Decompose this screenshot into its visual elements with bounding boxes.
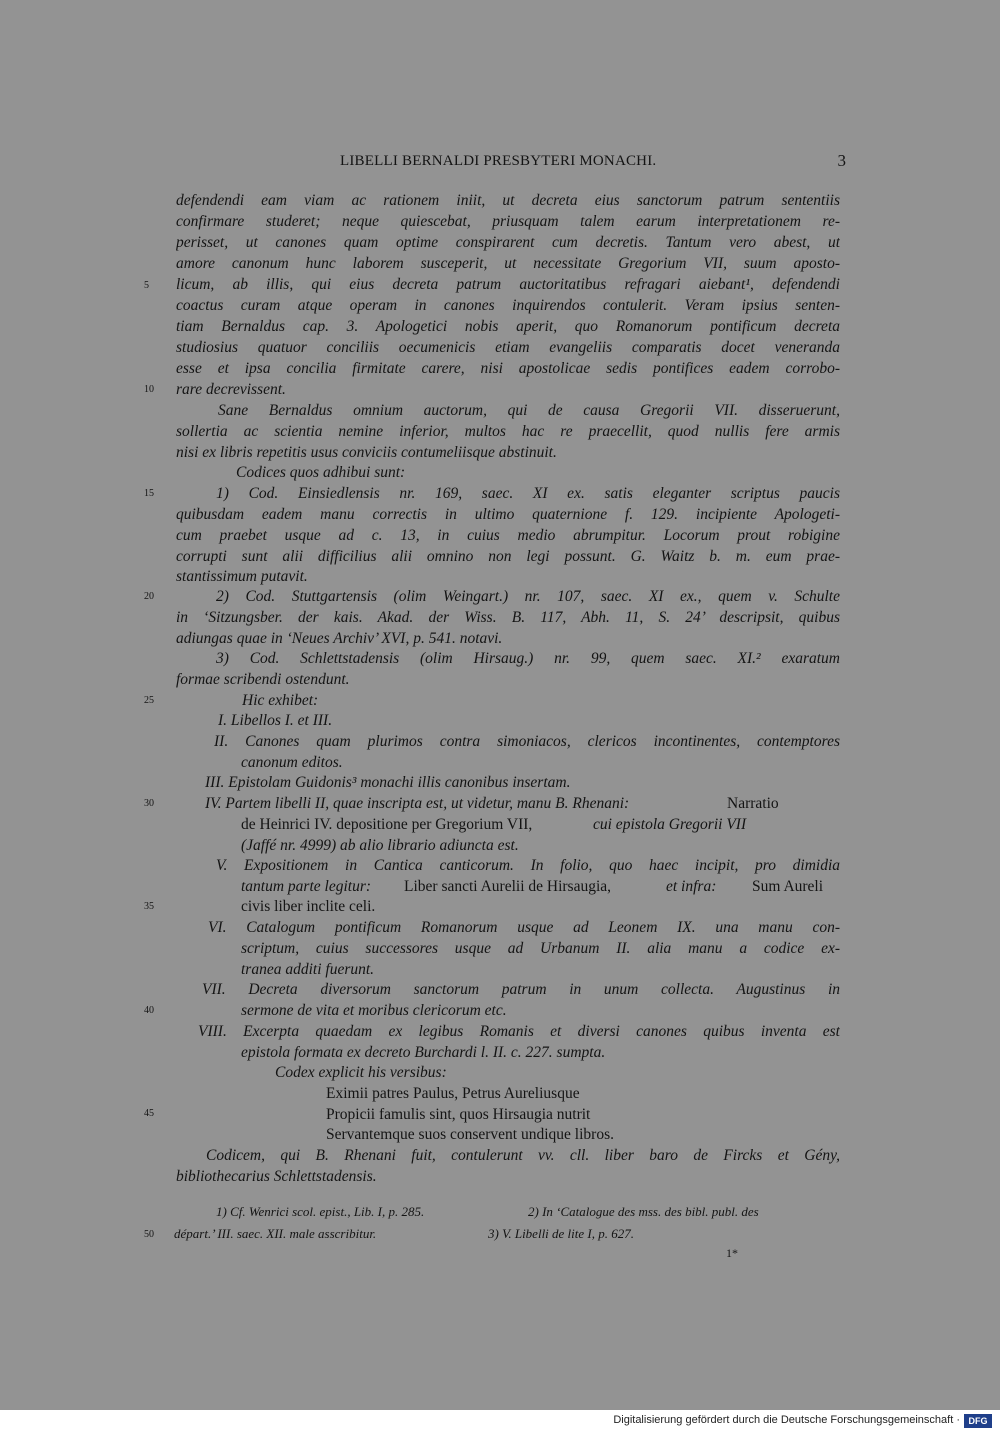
text-line: 3) Cod. Schlettstadensis (olim Hirsaug.) nr. 99, quem saec. XI.² exaratum (216, 650, 840, 667)
text-line: adiungas quae in ‘Neues Archiv’ XVI, p. 541. notavi. (176, 630, 503, 647)
text-line: confirmare studeret; neque quiescebat, priusquam talem earum interpretationem re- (176, 213, 840, 230)
text-line: Hic exhibet: (242, 692, 319, 709)
text-line: coactus curam atque operam in canones inquirendos contulerit. Veram ipsius senten- (176, 297, 840, 314)
line-number: 10 (144, 384, 154, 395)
list-item: II. Canones quam plurimos contra simoniacos, clericos incontinentes, contemptores (214, 733, 840, 750)
footnote: 2) In ‘Catalogue des mss. des bibl. publ. des (528, 1204, 759, 1219)
line-number: 15 (144, 488, 154, 499)
text-line: Codicem, qui B. Rhenani fuit, contulerunt vv. cll. liber baro de Fircks et Gény, (206, 1147, 840, 1164)
text-line: quibusdam eadem manu correctis in ultimo quaternione f. 129. incipiente Apologeti- (176, 506, 840, 523)
text-line: (Jaffé nr. 4999) ab alio librario adiuncta est. (241, 837, 519, 854)
text-line: 1) Cod. Einsiedlensis nr. 169, saec. XI ex. satis eleganter scriptus paucis (216, 485, 840, 502)
footnote: 3) V. Libelli de lite I, p. 627. (488, 1226, 634, 1241)
dfg-logo-icon: DFG (964, 1414, 992, 1428)
text-line-roman: de Heinrici IV. depositione per Gregorium VII, (241, 816, 533, 833)
text-line: nisi ex libris repetitis usus conviciis contumeliisque abstinuit. (176, 444, 557, 461)
list-item: IV. Partem libelli II, quae inscripta est, ut videtur, manu B. Rhenani: (205, 795, 630, 812)
text-line: canonum editos. (241, 754, 343, 771)
text-line: stantissimum putavit. (176, 568, 308, 585)
text-line: licum, ab illis, qui eius decreta patrum auctoritatibus refragari aiebant¹, defendendi (176, 276, 840, 293)
text-line: Codex explicit his versibus: (275, 1064, 447, 1081)
text-line-roman: Liber sancti Aurelii de Hirsaugia, (404, 878, 612, 895)
text-line: in ‘Sitzungsber. der kais. Akad. der Wiss. B. 117, Abh. 11, S. 24’ descripsit, quibus (176, 609, 840, 626)
verse-line: Eximii patres Paulus, Petrus Aureliusque (326, 1085, 580, 1102)
text-line: tranea additi fuerunt. (241, 961, 375, 978)
list-item: V. Expositionem in Cantica canticorum. In folio, quo haec incipit, pro dimidia (216, 857, 840, 874)
line-number: 5 (144, 280, 149, 291)
text-line: epistola formata ex decreto Burchardi l. II. c. 227. sumpta. (241, 1044, 606, 1061)
text-line: tantum parte legitur: (241, 878, 372, 895)
text-line: sollertia ac scientia nemine inferior, multos hac re praecellit, quod nullis fere armis (176, 423, 840, 440)
text-line: sermone de vita et moribus clericorum etc. (241, 1002, 507, 1019)
funding-credit: Digitalisierung gefördert durch die Deutsche Forschungsgemeinschaft · (613, 1414, 960, 1426)
text-line: et infra: (666, 878, 717, 895)
line-number: 30 (144, 798, 154, 809)
page-number: 3 (837, 151, 846, 170)
text-line: perisset, ut canones quam optime conspirarent cum decretis. Tantum vero abest, ut (176, 234, 840, 251)
list-item: VII. Decreta diversorum sanctorum patrum in unum collecta. Augustinus in (202, 981, 840, 998)
line-number: 40 (144, 1005, 154, 1016)
text-line: tiam Bernaldus cap. 3. Apologetici nobis aperit, quo Romanorum pontificum decreta (176, 318, 840, 335)
line-number: 35 (144, 901, 154, 912)
footnote: 1) Cf. Wenrici scol. epist., Lib. I, p. 285. (216, 1204, 425, 1219)
list-item: VIII. Excerpta quaedam ex legibus Romanis et diversi canones quibus inventa est (198, 1023, 840, 1040)
running-header: LIBELLI BERNALDI PRESBYTERI MONACHI. (340, 153, 657, 169)
text-line: defendendi eam viam ac rationem iniit, ut decreta eius sanctorum patrum sententiis (176, 192, 840, 209)
list-item: VI. Catalogum pontificum Romanorum usque ad Leonem IX. una manu con- (208, 919, 840, 936)
signature-mark: 1* (726, 1246, 738, 1260)
text-line: rare decrevissent. (176, 381, 286, 398)
text-line: bibliothecarius Schlettstadensis. (176, 1168, 377, 1185)
footer-bar (0, 1410, 1000, 1434)
text-line: Codices quos adhibui sunt: (236, 464, 406, 481)
line-number: 25 (144, 695, 154, 706)
text-line: scriptum, cuius successores usque ad Urbanum II. alia manu a codice ex- (241, 940, 840, 957)
list-item: I. Libellos I. et III. (218, 712, 333, 729)
verse-line: Propicii famulis sint, quos Hirsaugia nutrit (326, 1106, 591, 1123)
line-number: 20 (144, 591, 154, 602)
text-line: Sane Bernaldus omnium auctorum, qui de causa Gregorii VII. disseruerunt, (218, 402, 840, 419)
line-number: 45 (144, 1108, 154, 1119)
text-line: cui epistola Gregorii VII (593, 816, 747, 833)
verse-line: Servantemque suos conservent undique libros. (326, 1126, 614, 1143)
text-line-roman: Sum Aureli (752, 878, 824, 895)
text-line-roman: civis liber inclite celi. (241, 898, 376, 915)
footnote: départ.’ III. saec. XII. male asscribitur. (174, 1226, 377, 1241)
text-line: studiosius quatuor conciliis oecumenicis etiam evangeliis comparatis docet veneranda (176, 339, 840, 356)
list-item: III. Epistolam Guidonis³ monachi illis canonibus insertam. (205, 774, 571, 791)
text-line: cum praebet usque ad c. 13, in cuius medio abrumpitur. Locorum prout robigine (176, 527, 840, 544)
text-line: formae scribendi ostendunt. (176, 671, 350, 688)
text-line: esse et ipsa concilia firmitate carere, nisi apostolicae sedis pontifices eadem corrobo- (176, 360, 840, 377)
text-line-roman: Narratio (727, 795, 779, 812)
text-line: corrupti sunt alii difficilius alii omnino non legi possunt. G. Waitz b. m. eum prae- (176, 548, 840, 565)
text-line: amore canonum hunc laborem susceperit, ut necessitate Gregorium VII, suum aposto- (176, 255, 840, 272)
text-line: 2) Cod. Stuttgartensis (olim Weingart.) nr. 107, saec. XI ex., quem v. Schulte (216, 588, 840, 605)
line-number: 50 (144, 1229, 154, 1240)
